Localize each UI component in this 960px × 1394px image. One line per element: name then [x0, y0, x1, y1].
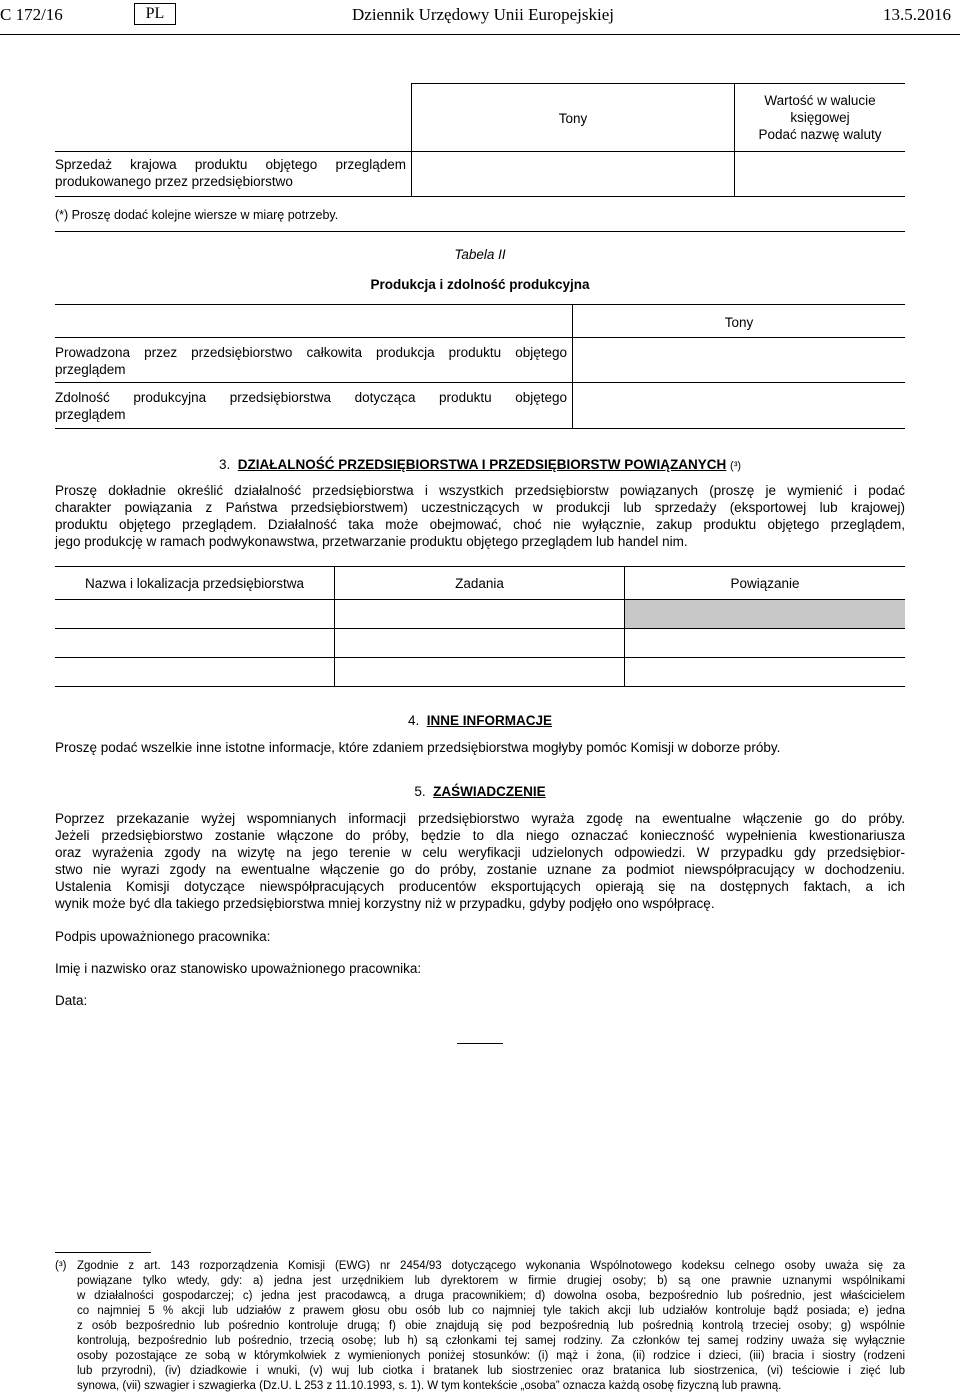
table-rule: [55, 382, 905, 383]
column-header-tony: Tony: [724, 315, 754, 330]
row-label-line: Sprzedaż krajowa produktu objętego przeglądem: [55, 157, 406, 172]
row-label-domestic-sales: [55, 156, 406, 190]
section-title: INNE INFORMACJE: [426, 713, 553, 728]
section-number: 5.: [414, 784, 426, 799]
date-label: Data:: [55, 993, 88, 1008]
column-header-value-line: Wartość w walucie: [764, 93, 876, 108]
language-code: PL: [134, 3, 176, 25]
publication-date: 13.5.2016: [883, 5, 951, 24]
table-rule: [55, 337, 905, 338]
table-title: Produkcja i zdolność produkcyjna: [370, 277, 590, 292]
column-header-company: Nazwa i lokalizacja przedsiębiorstwa: [84, 576, 305, 591]
table-note: (*) Proszę dodać kolejne wiersze w miarę potrzeby.: [55, 208, 339, 222]
table-rule: [55, 686, 905, 687]
table-rule: [412, 83, 905, 84]
column-header-value-line: księgowej: [790, 110, 850, 125]
table-rule: [55, 151, 905, 152]
footnote-line: osoby pozostające ze sobą w którymkolwiek z wymienionych poniżej stosunków: (i) mąż i żona, (ii) rodzice i dzieci, (iii) bracia i siostry (rodzeni: [77, 1350, 905, 1362]
paragraph-line: produktu objętego przeglądem. Działalność taka może obejmować, choć nie wyłącznie, zakup produktu objętego przeglądem,: [55, 517, 905, 532]
table-rule: [55, 231, 905, 232]
section-5-heading: [0, 783, 960, 800]
footnote-separator: [55, 1252, 151, 1253]
section-number: 4.: [407, 713, 420, 728]
table-rule: [55, 304, 905, 305]
footnote-line: synowa, (vii) szwagier i szwagierka (Dz.U. L 253 z 11.10.1993, s. 1). W tym kontekście „osoba” oznacza każdą osobę fizyczną lub prawną.: [77, 1380, 782, 1392]
end-rule: [457, 1043, 503, 1044]
table-rule: [411, 83, 412, 196]
footnote-line: lub przyrodni), (iv) dziadkowie i wnuki, (v) wuj lub ciotka i bratanek lub siostrzeniec oraz bratanica lub siostrzenica, (vi) teściowie i zięć lub: [77, 1365, 905, 1377]
paragraph-line: charakter powiązania z Państwa przedsiębiorstwem) uczestniczących w produkcji lub sprzedaży (eksportowej lub krajowej): [55, 500, 905, 515]
section-3-heading: [0, 456, 960, 475]
column-header-tasks: Zadania: [455, 576, 504, 591]
row-label-line: przeglądem: [55, 407, 126, 422]
column-header-value-line: Podać nazwę waluty: [758, 127, 882, 142]
row-label-line: przeglądem: [55, 362, 126, 377]
table-rule: [55, 566, 905, 567]
section-number: 3.: [218, 457, 231, 472]
column-header-tony: Tony: [558, 111, 588, 126]
footnote-line: kontrolują, bezpośrednio lub pośrednio, trzecią osobę; lub h) są członkami tej samej rodziny. Za członków tej samej rodziny uważa się wyłącznie: [77, 1335, 905, 1347]
row-label-line: Zdolność produkcyjna przedsiębiorstwa dotycząca produktu objętego: [55, 390, 567, 405]
paragraph-line: Jeżeli przedsiębiorstwo zostanie włączone do próby, będzie to dla niego oznaczać konieczność wypełnienia kwestionariusza: [55, 828, 905, 843]
section-5-paragraph: [55, 810, 905, 912]
row-label-line: Prowadzona przez przedsiębiorstwo całkowita produkcja produktu objętego: [55, 345, 567, 360]
table-rule: [55, 628, 905, 629]
row-label-line: produkowanego przez przedsiębiorstwo: [55, 174, 293, 189]
footnote-marker: (³): [55, 1260, 67, 1272]
table-rule: [55, 428, 905, 429]
footnote-line: Zgodnie z art. 143 rozporządzenia Komisji (EWG) nr 2454/93 dotyczącego wykonania Wspólnotowego kodeksu celnego osoby uważa się za: [77, 1260, 905, 1272]
section-4-paragraph: Proszę podać wszelkie inne istotne informacje, które zdaniem przedsiębiorstwa mogłyby pomóc Komisji w doborze próby.: [55, 740, 781, 755]
footnote-line: powiązane tylko wtedy, gdy: a) jedna jest urzędnikiem lub dyrektorem w firmie drugiej osoby; b) są one prawnie uznanymi wspólnikami: [77, 1275, 905, 1287]
page-reference: C 172/16: [0, 5, 63, 24]
footnote-line: co najmniej 5 % akcji lub udziałów z prawem głosu obu osób lub co najmniej tyle takich akcji lub udziałów kontroluje bądź posiada; e) jedna: [77, 1305, 905, 1317]
paragraph-line: jego produkcję w ramach podwykonawstwa, przetwarzanie produktu objętego przeglądem lub handel nim.: [55, 534, 688, 549]
paragraph-line: wynik może być dla takiego przedsiębiorstwa mniej korzystny niż w przypadku, gdyby podjęło ono współpracę.: [55, 896, 715, 911]
column-header-value: [735, 92, 905, 143]
shaded-cell: [625, 600, 905, 628]
signature-label: Podpis upoważnionego pracownika:: [55, 929, 271, 944]
paragraph-line: stwo nie wyrazi zgody na ewentualne włączenie go do próby, zostanie uznane za podmiot niewspółpracujący w dochodzeniu.: [55, 862, 905, 877]
header-divider: [0, 34, 960, 35]
footnote-line: z osób bezpośrednio lub pośrednio kontroluje drugą; f) obie znajdują się pod bezpośrednią lub pośrednią kontrolą trzeciej osoby; g) wspólnie: [77, 1320, 905, 1332]
section-title: ZAŚWIADCZENIE: [433, 784, 546, 799]
footnote-text: [77, 1259, 905, 1394]
paragraph-line: Proszę dokładnie określić działalność przedsiębiorstwa i wszystkich przedsiębiorstw powiązanych (proszę je wymienić i podać: [55, 483, 905, 498]
journal-title: Dziennik Urzędowy Unii Europejskiej: [352, 5, 615, 24]
column-header-relationship: Powiązanie: [730, 576, 800, 591]
section-3-paragraph: [55, 482, 905, 550]
section-title: DZIAŁALNOŚĆ PRZEDSIĘBIORSTWA I PRZEDSIĘBIORSTW POWIĄZANYCH: [237, 457, 727, 472]
table-rule: [55, 657, 905, 658]
footnote-line: w działalności gospodarczej; c) jedna jest pracodawcą, a druga pracownikiem; d) dowolna osoba, bezpośrednio lub pośrednio, jest właścicielem: [77, 1290, 905, 1302]
table-label: Tabela II: [454, 247, 506, 262]
paragraph-line: Poprzez przekazanie wyżej wspomnianych informacji przedsiębiorstwo wyraża zgodę na ewentualne włączenie go do próby.: [55, 811, 905, 826]
row-label-capacity: [55, 389, 567, 423]
section-4-heading: [0, 712, 960, 729]
name-position-label: Imię i nazwisko oraz stanowisko upoważnionego pracownika:: [55, 961, 422, 976]
paragraph-line: oraz wyrażenia zgody na wizytę na jego terenie w celu weryfikacji udzielonych odpowiedzi. W przypadku gdy przedsiębior-: [55, 845, 905, 860]
page-header: [0, 3, 960, 29]
table-rule: [55, 196, 905, 197]
paragraph-line: Ustalenia Komisji dotyczące niewspółpracujących producentów eksportujących opierają się na dostępnych faktach, a ich: [55, 879, 905, 894]
row-label-total-production: [55, 344, 567, 378]
footnote-ref: (³): [730, 460, 742, 472]
